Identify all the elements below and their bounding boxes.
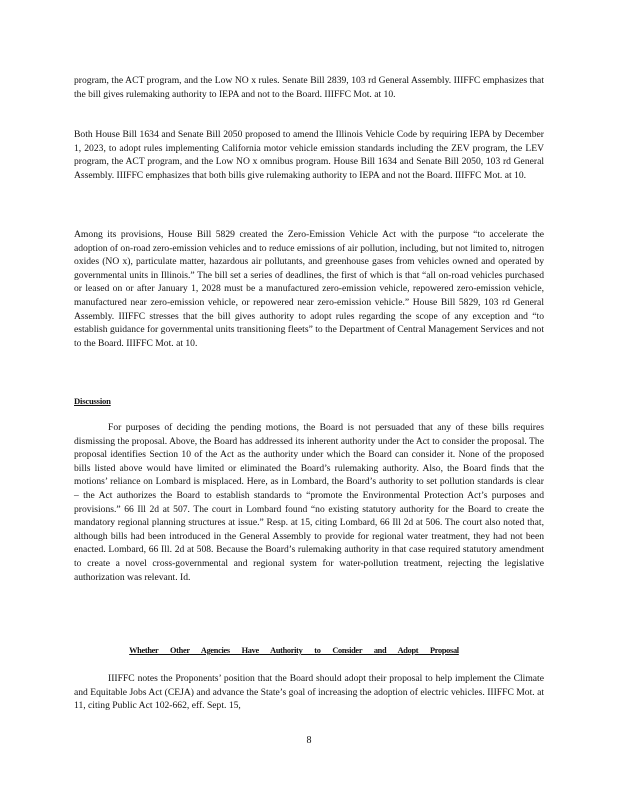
- discussion-heading: Discussion: [74, 396, 111, 406]
- paragraph-house-bill-5829: [74, 228, 544, 350]
- paragraph-text: program, the ACT program, and the Low NO x rules. Senate Bill 2839, 103 rd General Assembly. IIIFFC emphasizes that the bill gives rulemaking authority to IEPA and not to the Board. IIIFFC Mot. at 10.: [74, 75, 544, 100]
- paragraph-house-bill-1634: [74, 128, 544, 182]
- page-number: 8: [306, 735, 312, 746]
- paragraph-discussion: [74, 421, 544, 584]
- paragraph-text: For purposes of deciding the pending motions, the Board is not persuaded that any of these bills requires dismissing the proposal. Above, the Board has addressed its inherent authority under the Act to consider the proposal. The proposal identifies Section 10 of the Act as the authority under which the Board can consider it. None of the proposed bills listed above would have limited or eliminated the Board’s rulemaking authority. Also, the Board finds that the motions’ reliance on Lombard is misplaced. Here, as in Lombard, the Board’s authority to set pollution standards is clear – the Act authorizes the Board to establish standards to “promote the Environmental Protection Act’s purposes and provisions.” 66 Ill 2d at 507. The court in Lombard found “no existing statutory authority for the Board to create the mandatory regional planning structures at issue.” Resp. at 15, citing Lombard, 66 Ill 2d at 506. The court also noted that, although bills had been introduced in the General Assembly to provide for regional water treatment, they had not been enacted. Lombard, 66 Ill. 2d at 508. Because the Board’s rulemaking authority in that case required statutory amendment to create a novel cross-governmental and regional system for water-pollution treatment, rejecting the legislative authorization was relevant. Id.: [74, 422, 544, 583]
- paragraph-text: IIIFFC notes the Proponents’ position that the Board should adopt their proposal to help implement the Climate and Equitable Jobs Act (CEJA) and advance the State’s goal of increasing the adoption of electric vehicles. IIIFFC Mot. at 11, citing Public Act 102-662, eff. Sept. 15,: [74, 673, 544, 712]
- section-heading: Whether Other Agencies Have Authority to Consider and Adopt Proposal: [129, 646, 459, 655]
- paragraph-senate-bill-2839: [74, 74, 544, 101]
- paragraph-text: Both House Bill 1634 and Senate Bill 2050 proposed to amend the Illinois Vehicle Code by requiring IEPA by December 1, 2023, to adopt rules implementing California motor vehicle emission standards including the ZEV program, the LEV program, the ACT program, and the Low NO x omnibus program. House Bill 1634 and Senate Bill 2050, 103 rd General Assembly. IIIFFC emphasizes that both bills give rulemaking authority to IEPA and not the Board. IIIFFC Mot. at 10.: [74, 129, 544, 181]
- paragraph-text: Among its provisions, House Bill 5829 created the Zero-Emission Vehicle Act with the purpose “to accelerate the adoption of on-road zero-emission vehicles and to reduce emissions of air pollution, including, but not limited to, nitrogen oxides (NO x), particulate matter, hazardous air pollutants, and greenhouse gases from vehicles owned and operated by governmental units in Illinois.” The bill set a series of deadlines, the first of which is that “all on-road vehicles purchased or leased on or after January 1, 2028 must be a manufactured zero-emission vehicle, repowered zero-emission vehicle, manufactured near zero-emission vehicle, or repowered near zero-emission vehicle.” House Bill 5829, 103 rd General Assembly. IIIFFC stresses that the bill gives authority to adopt rules regarding the scope of any exception and “to establish guidance for governmental units transitioning fleets” to the Department of Central Management Services and not to the Board. IIIFFC Mot. at 10.: [74, 229, 544, 349]
- paragraph-ceja: [74, 672, 544, 713]
